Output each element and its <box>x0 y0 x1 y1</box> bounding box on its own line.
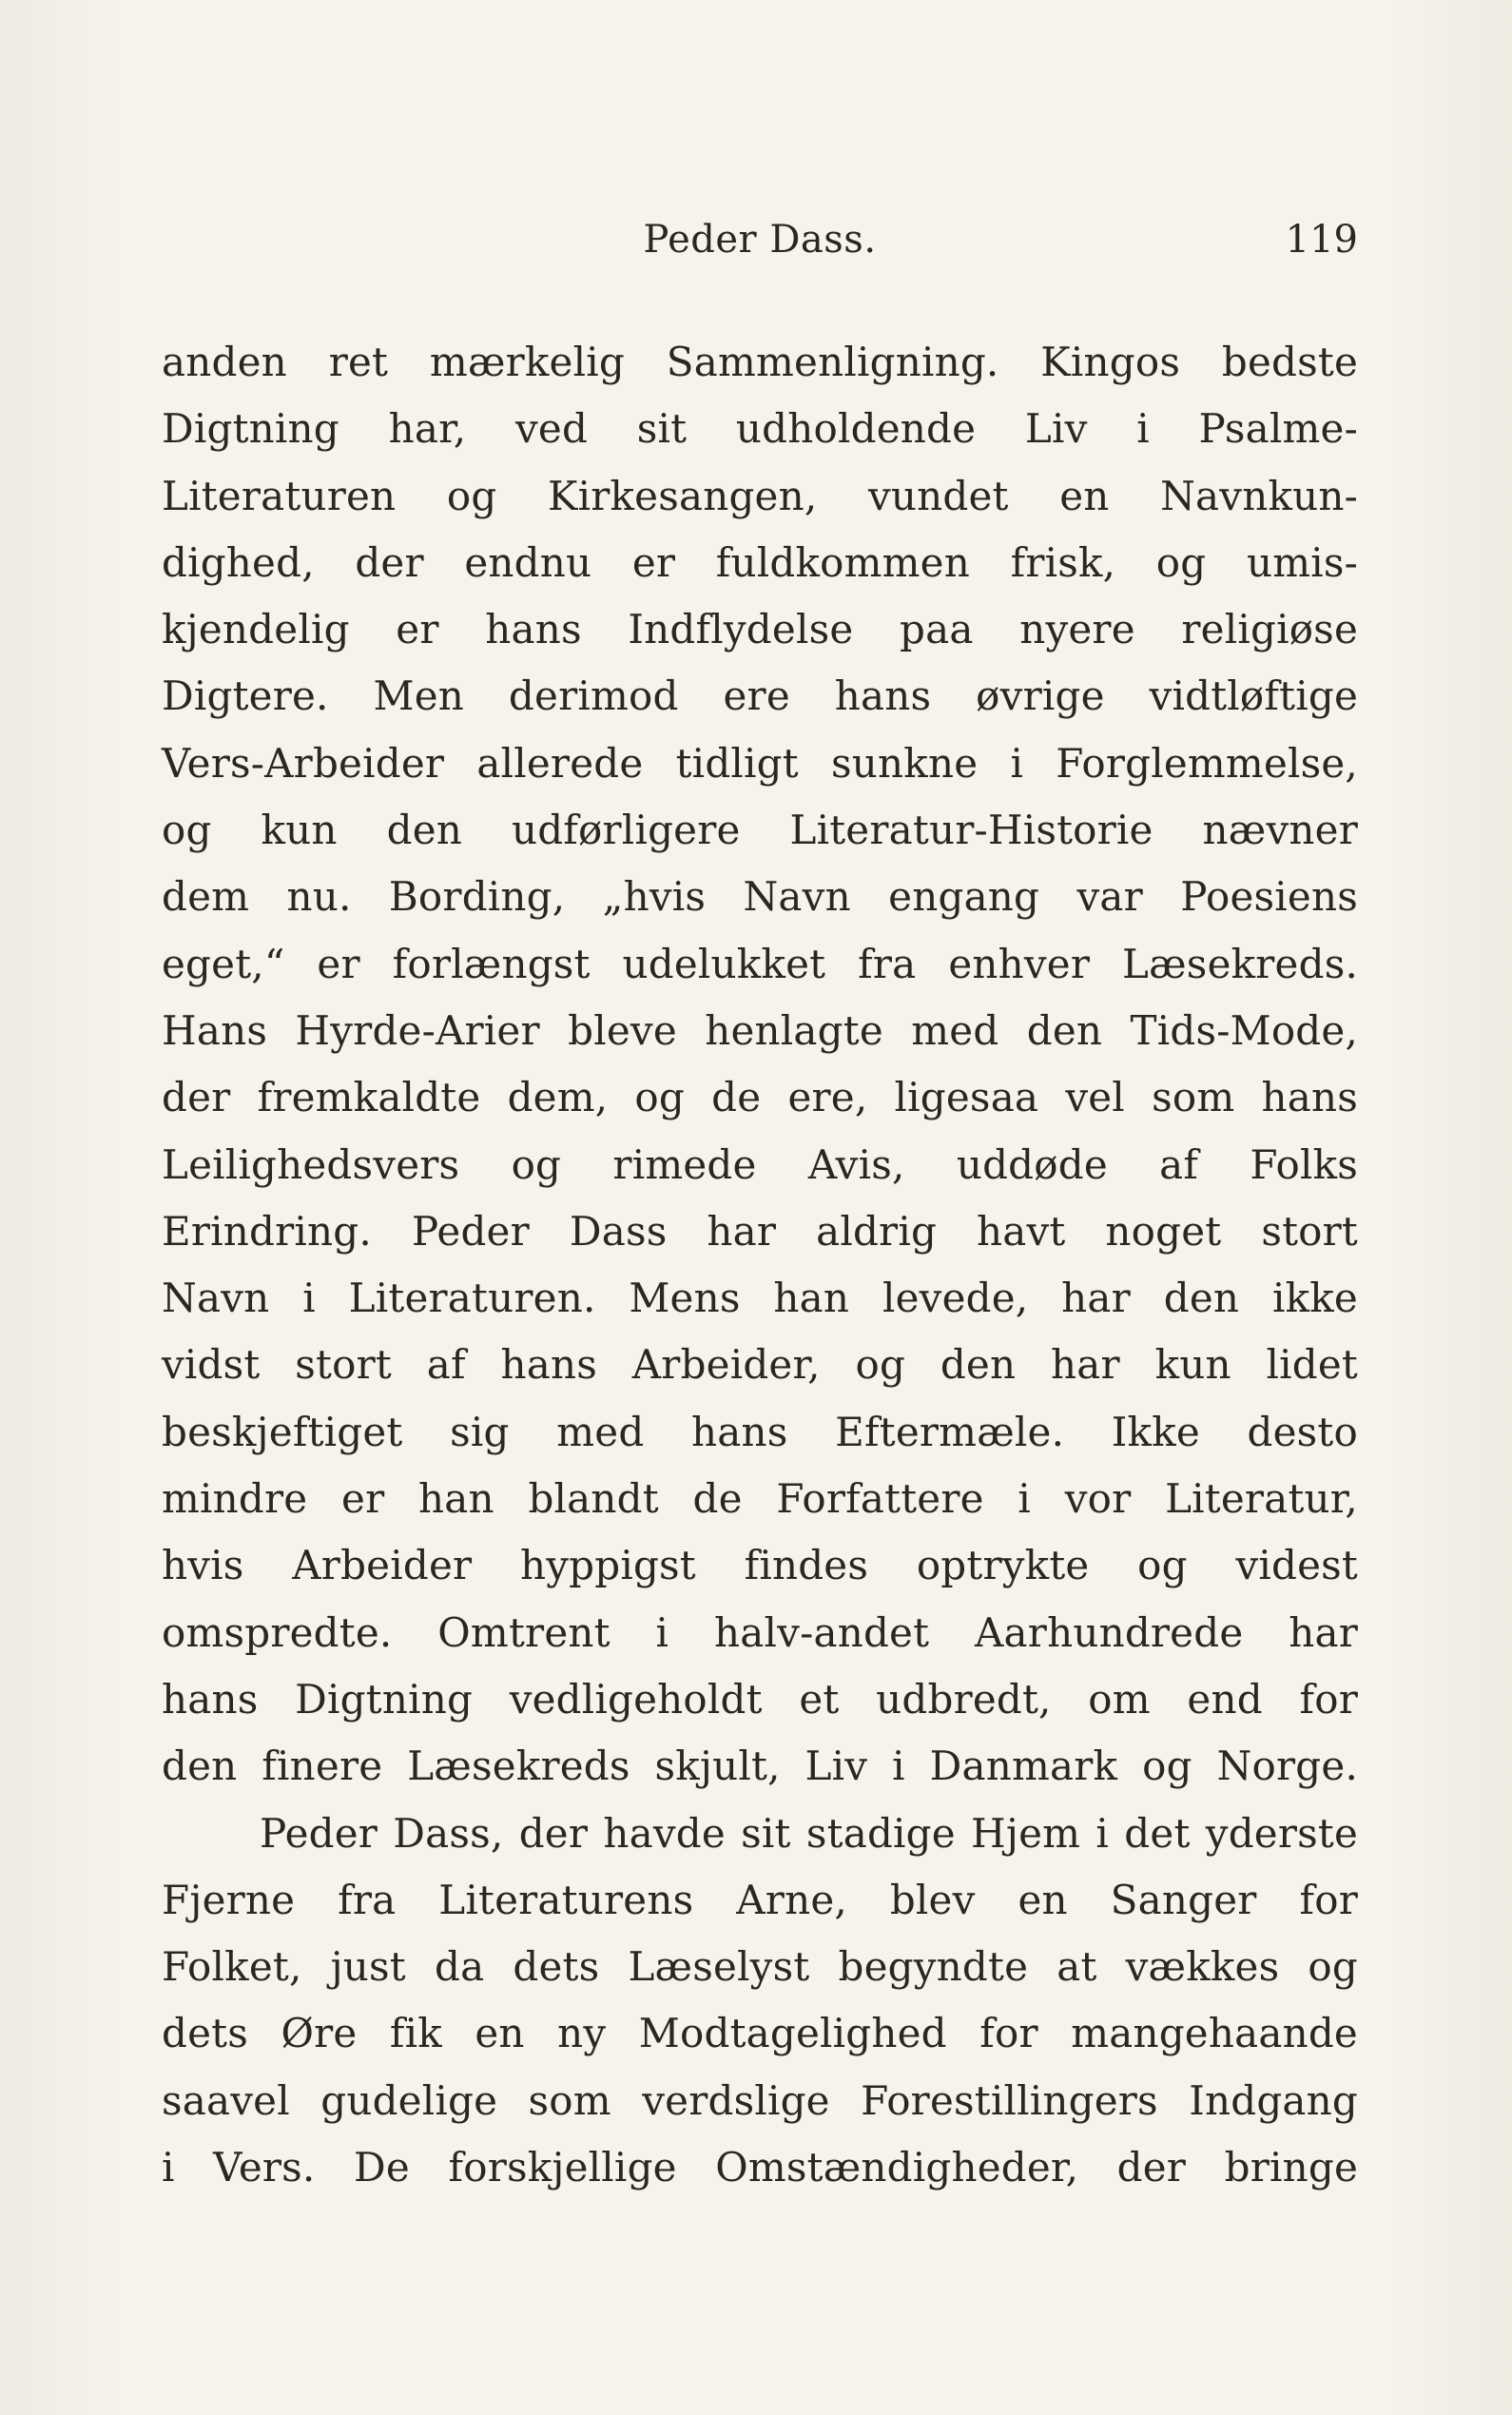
text-line: mindre er han blandt de Forfattere i vor Literatur, <box>162 1475 1358 1523</box>
text-line: dets Øre fik en ny Modtagelighed for mangehaande <box>162 2010 1358 2057</box>
text-line: hans Digtning vedligeholdt et udbredt, om end for <box>162 1675 1358 1723</box>
text-line: Hans Hyrde-Arier bleve henlagte med den Tids-Mode, <box>162 1006 1358 1054</box>
text-line: i Vers. De forskjellige Omstændigheder, der bringe <box>162 2144 1358 2191</box>
text-line: og kun den udførligere Literatur-Historie nævner <box>162 807 1358 854</box>
text-line: der fremkaldte dem, og de ere, ligesaa vel som hans <box>162 1074 1358 1121</box>
text-line: Leilighedsvers og rimede Avis, uddøde af Folks <box>162 1140 1358 1188</box>
text-line: Literaturen og Kirkesangen, vundet en Navnkun- <box>162 472 1358 519</box>
page-number: 119 <box>1285 218 1358 262</box>
paragraph-first-line: Peder Dass, der havde sit stadige Hjem i det yderste <box>260 1809 1358 1857</box>
text-line: Digtning har, ved sit udholdende Liv i Psalme- <box>162 405 1358 453</box>
text-line: vidst stort af hans Arbeider, og den har kun lidet <box>162 1341 1358 1389</box>
running-head <box>162 211 1358 268</box>
text-line: Folket, just da dets Læselyst begyndte at vækkes og <box>162 1943 1358 1991</box>
text-line: dighed, der endnu er fuldkommen frisk, og umis- <box>162 538 1358 586</box>
running-title: Peder Dass. <box>643 218 877 262</box>
text-line: eget,“ er forlængst udelukket fra enhver Læsekreds. <box>162 940 1358 987</box>
body-text <box>162 329 1358 2201</box>
text-line: Navn i Literaturen. Mens han levede, har den ikke <box>162 1275 1358 1322</box>
text-line: Erindring. Peder Dass har aldrig havt noget stort <box>162 1207 1358 1255</box>
text-line: beskjeftiget sig med hans Eftermæle. Ikke desto <box>162 1408 1358 1455</box>
text-line: anden ret mærkelig Sammenligning. Kingos bedste <box>162 339 1358 385</box>
text-line: Fjerne fra Literaturens Arne, blev en Sanger for <box>162 1876 1358 1923</box>
text-line: kjendelig er hans Indflydelse paa nyere religiøse <box>162 606 1358 653</box>
text-line: Digtere. Men derimod ere hans øvrige vidtløftige <box>162 672 1358 720</box>
text-line: saavel gudelige som verdslige Forestillingers Indgang <box>162 2076 1358 2124</box>
text-line: den finere Læsekreds skjult, Liv i Danmark og Norge. <box>162 1743 1358 1790</box>
text-line: hvis Arbeider hyppigst findes optrykte og videst <box>162 1542 1358 1589</box>
text-line: Vers-Arbeider allerede tidligt sunkne i Forglemmelse, <box>162 739 1358 787</box>
text-line: omspredte. Omtrent i halv-andet Aarhundrede har <box>162 1608 1358 1656</box>
text-line: dem nu. Bording, „hvis Navn engang var Poesiens <box>162 873 1358 921</box>
